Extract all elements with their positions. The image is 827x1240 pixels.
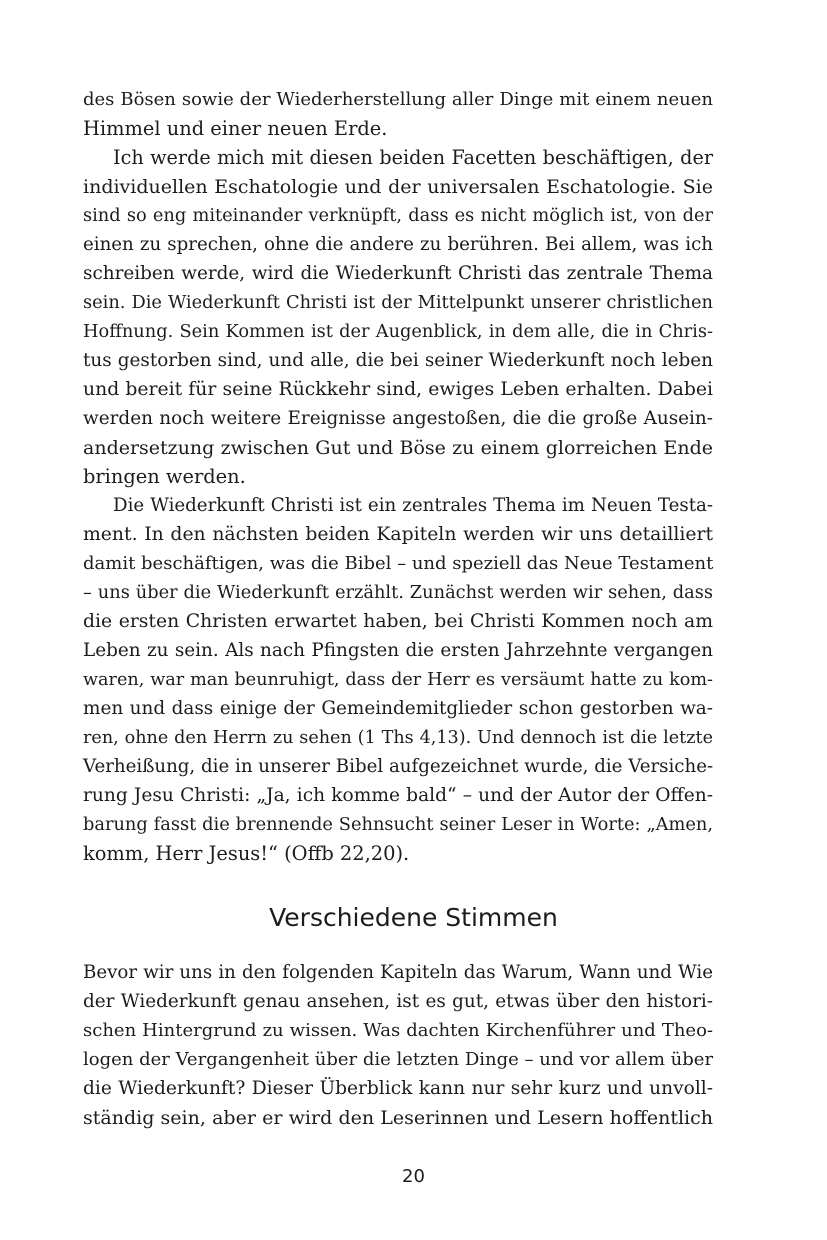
text-line: – uns über die Wiederkunft erzählt. Zunächst werden wir sehen, dass [83, 582, 713, 603]
text-line: und bereit für seine Rückkehr sind, ewiges Leben erhalten. Dabei [83, 379, 713, 400]
text-line: schen Hintergrund zu wissen. Was dachten Kirchenführer und Theo- [83, 1020, 713, 1041]
text-line: Hoffnung. Sein Kommen ist der Augenblick, in dem alle, die in Chris- [83, 321, 713, 342]
text-line: Die Wiederkunft Christi ist ein zentrales Thema im Neuen Testa- [113, 495, 713, 516]
text-line: logen der Vergangenheit über die letzten Dinge – und vor allem über [83, 1049, 714, 1070]
page-number: 20 [402, 1166, 425, 1187]
text-line: des Bösen sowie der Wiederherstellung aller Dinge mit einem neuen [83, 89, 713, 110]
text-line: tus gestorben sind, und alle, die bei seiner Wiederkunft noch leben [83, 350, 713, 371]
text-line: men und dass einige der Gemeindemitglieder schon gestorben wa- [83, 698, 713, 719]
text-line: bringen werden. [83, 465, 246, 488]
text-line: waren, war man beunruhigt, dass der Herr es versäumt hatte zu kom- [83, 670, 713, 690]
text-line: barung fasst die brennende Sehnsucht seiner Leser in Worte: „Amen, [83, 814, 713, 835]
text-line: sind so eng miteinander verknüpft, dass es nicht möglich ist, von der [83, 205, 713, 226]
text-line: Himmel und einer neuen Erde. [83, 117, 388, 140]
text-line: Leben zu sein. Als nach Pfingsten die ersten Jahrzehnte vergangen [83, 640, 713, 661]
text-line: damit beschäftigen, was die Bibel – und speziell das Neue Testament [83, 553, 714, 574]
text-line: die ersten Christen erwartet haben, bei Christi Kommen noch am [83, 611, 713, 632]
text-line: rung Jesu Christi: „Ja, ich komme bald“ – und der Autor der Offen- [83, 785, 713, 806]
text-line: die Wiederkunft? Dieser Überblick kann nur sehr kurz und unvoll- [83, 1078, 713, 1099]
text-line: ment. In den nächsten beiden Kapiteln werden wir uns detailliert [83, 524, 713, 545]
text-line: andersetzung zwischen Gut und Böse zu einem glorreichen Ende [83, 437, 713, 459]
section-heading: Verschiedene Stimmen [269, 903, 558, 932]
text-line: Verheißung, die in unserer Bibel aufgezeichnet wurde, die Versiche- [83, 756, 714, 777]
text-line: ren, ohne den Herrn zu sehen (1 Ths 4,13). Und dennoch ist die letzte [83, 728, 713, 748]
text-line: einen zu sprechen, ohne die andere zu berühren. Bei allem, was ich [83, 234, 713, 255]
text-line: Ich werde mich mit diesen beiden Facetten beschäftigen, der [113, 146, 713, 169]
text-line: ständig sein, aber er wird den Leserinnen und Lesern hoffentlich [83, 1107, 713, 1129]
text-line: werden noch weitere Ereignisse angestoßen, die die große Ausein- [83, 408, 713, 429]
text-line: individuellen Eschatologie und der universalen Eschatologie. Sie [83, 176, 713, 198]
text-line: sein. Die Wiederkunft Christi ist der Mittelpunkt unserer christlichen [83, 292, 713, 313]
text-line: komm, Herr Jesus!“ (Offb 22,20). [83, 842, 410, 865]
text-line: Bevor wir uns in den folgenden Kapiteln das Warum, Wann und Wie [83, 962, 713, 983]
text-line: schreiben werde, wird die Wiederkunft Christi das zentrale Thema [83, 263, 713, 284]
text-line: der Wiederkunft genau ansehen, ist es gut, etwas über den histori- [83, 991, 713, 1012]
